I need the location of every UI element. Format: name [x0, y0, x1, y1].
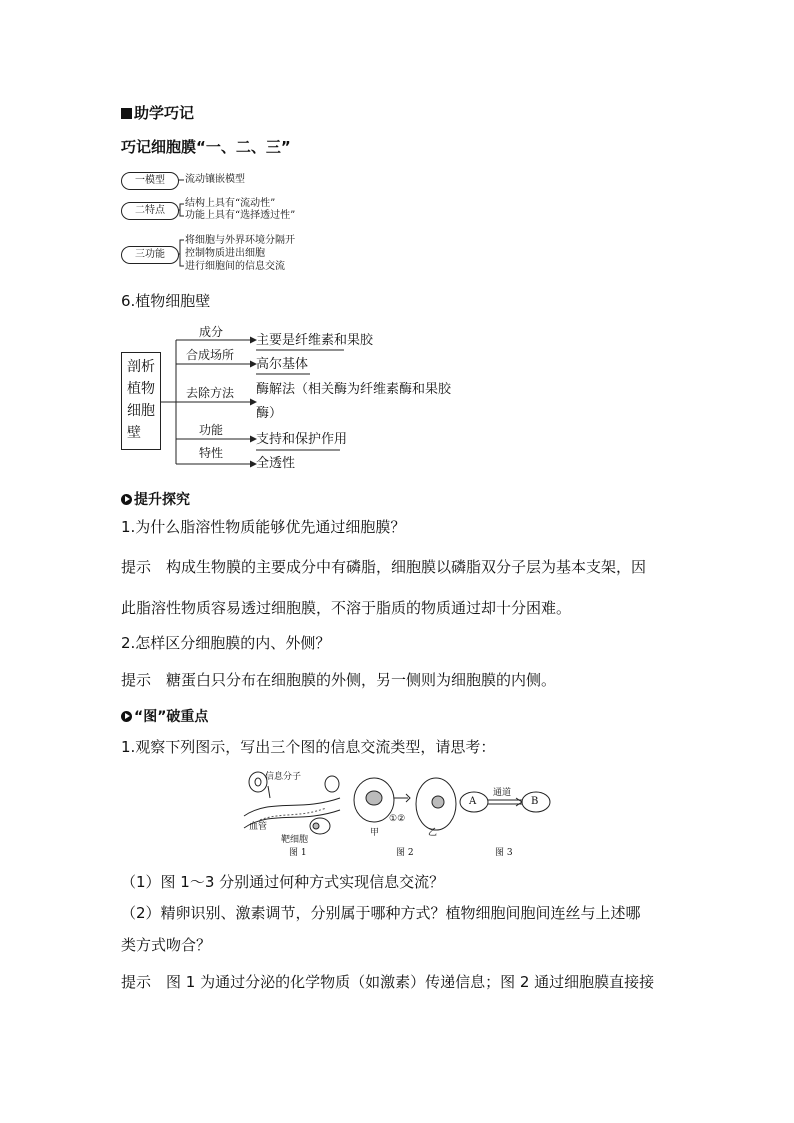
node-functions: 三功能 [121, 246, 179, 264]
explore-answer-1-line-1: 提示 构成生物膜的主要成分中有磷脂，细胞膜以磷脂双分子层为基本支架，因 [121, 558, 647, 576]
explore-question-2: 2.怎样区分细胞膜的内、外侧？ [121, 634, 331, 652]
play-badge-icon [121, 711, 132, 722]
node-functions-item-1: 将细胞与外界环境分隔开 [185, 235, 295, 246]
node-functions-item-2: 控制物质进出细胞 [185, 248, 265, 259]
wall-root-line-2: 植物 [127, 381, 155, 397]
figure-1-vessel-label: 血管 [249, 822, 268, 832]
wall-branch-value-3-line-1: 酶解法（相关酶为纤维素酶和果胶 [256, 382, 452, 397]
wall-branch-value-3-line-2: 酶） [256, 406, 283, 421]
wall-branch-label-2: 合成场所 [186, 348, 235, 362]
wall-root-line-3: 细胞 [127, 403, 155, 419]
wall-root-line-1: 剖析 [127, 359, 155, 375]
figure-sub-question-2-line-1: （2）精卵识别、激素调节，分别属于哪种方式？植物细胞间胞间连丝与上述哪 [121, 904, 641, 922]
wall-branch-label-1: 成分 [199, 325, 224, 339]
wall-branch-label-5: 特性 [199, 446, 224, 460]
node-features-item-1: 结构上具有“流动性” [185, 198, 276, 209]
node-features: 二特点 [121, 202, 179, 220]
figure-3-node-a: A [469, 796, 477, 807]
figure-1-target-label: 靶细胞 [281, 835, 309, 845]
figure-sub-question-1: （1）图 1～3 分别通过何种方式实现信息交流？ [121, 873, 445, 891]
explore-title-text: 提升探究 [134, 492, 190, 508]
explore-answer-1-line-2: 此脂溶性物质容易透过细胞膜，不溶于脂质的物质通过却十分困难。 [121, 599, 572, 617]
figure-hint: 提示 图 1 为通过分泌的化学物质（如激素）传递信息；图 2 通过细胞膜直接接 [121, 973, 655, 991]
section-title-memo [121, 102, 194, 123]
section-title-figure [121, 706, 208, 726]
figure-2-cell-b-label: 乙 [428, 828, 438, 838]
wall-branch-label-3: 去除方法 [186, 386, 235, 400]
square-bullet-icon [121, 108, 132, 119]
figure-3-caption: 图 3 [495, 848, 513, 858]
wall-branch-label-4: 功能 [199, 423, 224, 437]
figure-3-channel-label: 通道 [493, 788, 512, 798]
wall-root-box [121, 352, 161, 450]
wall-branch-value-2: 高尔基体 [256, 357, 309, 372]
figure-2-caption: 图 2 [396, 848, 414, 858]
node-functions-item-3: 进行细胞间的信息交流 [185, 261, 285, 272]
figure-2-cell-a-label: 甲 [370, 828, 380, 838]
section-title-cell-wall: 6.植物细胞壁 [121, 292, 211, 310]
figure-2-drawing [350, 772, 460, 842]
wall-root-line-4: 壁 [127, 425, 141, 441]
wall-branch-value-5: 全透性 [256, 456, 296, 471]
explore-answer-2: 提示 糖蛋白只分布在细胞膜的外侧，另一侧则为细胞膜的内侧。 [121, 671, 557, 689]
wall-branch-value-4: 支持和保护作用 [256, 432, 348, 447]
figure-question-1: 1.观察下列图示，写出三个图的信息交流类型，请思考： [121, 738, 496, 756]
node-model-item: 流动镶嵌模型 [185, 174, 245, 185]
node-features-item-2: 功能上具有“选择透过性” [185, 210, 296, 221]
figure-title-text: “图”破重点 [134, 709, 209, 725]
figure-2-marks: ①② [389, 814, 406, 824]
figure-1-caption: 图 1 [289, 848, 307, 858]
node-model: 一模型 [121, 172, 179, 190]
wall-branch-value-1: 主要是纤维素和果胶 [256, 333, 374, 348]
section-title-text: 助学巧记 [134, 104, 195, 122]
figure-sub-question-2-line-2: 类方式吻合？ [121, 936, 212, 954]
figure-3-node-b: B [531, 796, 539, 807]
memo-title: 巧记细胞膜“一、二、三” [121, 138, 291, 156]
figure-1-signal-label: 信息分子 [265, 772, 302, 782]
explore-question-1: 1.为什么脂溶性物质能够优先通过细胞膜？ [121, 518, 406, 536]
play-badge-icon [121, 494, 132, 505]
section-title-explore [121, 489, 190, 509]
